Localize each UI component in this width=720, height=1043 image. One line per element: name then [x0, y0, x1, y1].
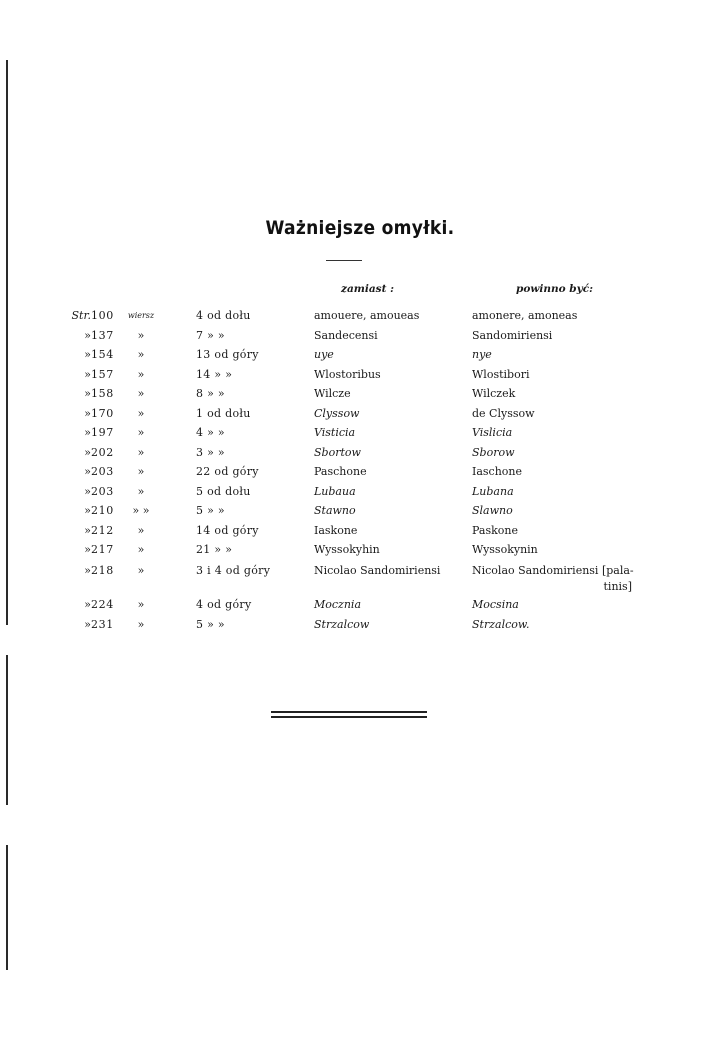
errata-row — [0, 465, 720, 483]
correct-text: Nicolao Sandomiriensi [pala- — [472, 564, 634, 577]
line-number: 1 od dołu — [196, 407, 251, 420]
page-ref-label: » — [84, 387, 91, 400]
wrong-text: Stawno — [314, 504, 356, 517]
page-ref-label: » — [84, 465, 91, 478]
page-ref-label: Str. — [71, 309, 91, 322]
continuation-text: tinis] — [603, 580, 632, 593]
page-ref-label: » — [84, 446, 91, 459]
title-rule — [326, 260, 362, 261]
page-ref-label: » — [84, 485, 91, 498]
page-edge-line — [6, 655, 8, 805]
page-ref-label: » — [84, 524, 91, 537]
correct-text: Sborow — [472, 446, 515, 459]
page-number: 202 — [91, 446, 114, 459]
line-number: 3 » » — [196, 446, 225, 459]
wrong-text: Strzalcow — [314, 618, 370, 631]
page-ref-label: » — [84, 504, 91, 517]
errata-row — [0, 309, 720, 327]
errata-row — [0, 618, 720, 636]
errata-row — [0, 387, 720, 405]
errata-row — [0, 598, 720, 616]
wrong-text: Mocznia — [314, 598, 362, 611]
page-number: 224 — [91, 598, 114, 611]
page-number: 210 — [91, 504, 114, 517]
wrong-text: Sbortow — [314, 446, 361, 459]
correct-text: Vislicia — [472, 426, 513, 439]
correct-text: amonere, amoneas — [472, 309, 578, 322]
page-number: 170 — [91, 407, 114, 420]
errata-row — [0, 504, 720, 522]
errata-row — [0, 407, 720, 425]
line-number: 4 od góry — [196, 598, 252, 611]
line-ref-label: » — [137, 348, 145, 361]
page-ref-label: » — [84, 348, 91, 361]
wrong-text: Visticia — [314, 426, 356, 439]
correct-text: Iaschone — [472, 465, 523, 478]
line-number: 13 od góry — [196, 348, 259, 361]
page-number: 154 — [91, 348, 114, 361]
errata-row — [0, 426, 720, 444]
line-ref-label: » — [137, 485, 145, 498]
page-number: 231 — [91, 618, 114, 631]
wrong-text: Wilcze — [314, 387, 351, 400]
page-title: Ważniejsze omyłki. — [265, 217, 455, 239]
errata-row — [0, 348, 720, 366]
page-ref-label: » — [84, 598, 91, 611]
errata-row — [0, 329, 720, 347]
wrong-text: Paschone — [314, 465, 367, 478]
line-ref-label: » — [137, 368, 145, 381]
page-number: 197 — [91, 426, 114, 439]
line-number: 4 » » — [196, 426, 225, 439]
wrong-text: Iaskone — [314, 524, 358, 537]
wrong-text: Wyssokyhin — [314, 543, 380, 556]
line-ref-label: » » — [132, 504, 150, 517]
header-wrong: zamiast : — [341, 283, 394, 295]
wrong-text: Sandecensi — [314, 329, 378, 342]
line-ref-label: » — [137, 387, 145, 400]
line-ref-label: » — [137, 618, 145, 631]
line-number: 8 » » — [196, 387, 225, 400]
page-ref-label: » — [84, 329, 91, 342]
page-ref-label: » — [84, 426, 91, 439]
errata-row — [0, 368, 720, 386]
line-ref-label: » — [137, 407, 145, 420]
line-number: 7 » » — [196, 329, 225, 342]
line-number: 3 i 4 od góry — [196, 564, 271, 577]
correct-text: Wyssokynin — [472, 543, 538, 556]
page-number: 157 — [91, 368, 114, 381]
page-number: 100 — [91, 309, 114, 322]
page-number: 212 — [91, 524, 114, 537]
errata-row — [0, 485, 720, 503]
line-ref-label: » — [137, 524, 145, 537]
line-ref-label: » — [137, 465, 145, 478]
line-ref-label: » — [137, 543, 145, 556]
line-number: 21 » » — [196, 543, 233, 556]
page-ref-label: » — [84, 543, 91, 556]
correct-text: Lubana — [472, 485, 514, 498]
page-number: 218 — [91, 564, 114, 577]
page-number: 203 — [91, 465, 114, 478]
correct-text: Paskone — [472, 524, 518, 537]
end-rule — [271, 711, 427, 713]
line-number: 5 od dołu — [196, 485, 251, 498]
wrong-text: amouere, amoueas — [314, 309, 420, 322]
page-number: 137 — [91, 329, 114, 342]
page-ref-label: » — [84, 564, 91, 577]
line-ref-label: » — [137, 446, 145, 459]
page-ref-label: » — [84, 618, 91, 631]
page-ref-label: » — [84, 407, 91, 420]
wrong-text: Clyssow — [314, 407, 360, 420]
correct-text: Wilczek — [472, 387, 516, 400]
correct-text: Wlostibori — [472, 368, 530, 381]
page-number: 203 — [91, 485, 114, 498]
correct-text: Mocsina — [472, 598, 519, 611]
line-number: 5 » » — [196, 618, 225, 631]
wrong-text: Wlostoribus — [314, 368, 381, 381]
correct-text: Slawno — [472, 504, 513, 517]
errata-row — [0, 446, 720, 464]
line-ref-label: » — [137, 598, 145, 611]
errata-row — [0, 543, 720, 561]
wrong-text: Nicolao Sandomiriensi — [314, 564, 441, 577]
end-rule — [271, 716, 427, 718]
wrong-text: uye — [314, 348, 334, 361]
errata-row — [0, 524, 720, 542]
line-ref-label: » — [137, 329, 145, 342]
line-number: 5 » » — [196, 504, 225, 517]
line-number: 4 od dołu — [196, 309, 251, 322]
correct-text: Strzalcow. — [472, 618, 530, 631]
wrong-text: Lubaua — [314, 485, 356, 498]
line-number: 22 od góry — [196, 465, 259, 478]
page-number: 217 — [91, 543, 114, 556]
header-right: powinno być: — [516, 283, 594, 295]
line-ref-label: » — [137, 426, 145, 439]
line-ref-label: wiersz — [127, 311, 155, 320]
line-number: 14 » » — [196, 368, 233, 381]
page-number: 158 — [91, 387, 114, 400]
correct-text: de Clyssow — [472, 407, 535, 420]
page-edge-line — [6, 845, 8, 970]
line-number: 14 od góry — [196, 524, 259, 537]
correct-text: nye — [472, 348, 492, 361]
line-ref-label: » — [137, 564, 145, 577]
page-ref-label: » — [84, 368, 91, 381]
correct-text: Sandomiriensi — [472, 329, 553, 342]
